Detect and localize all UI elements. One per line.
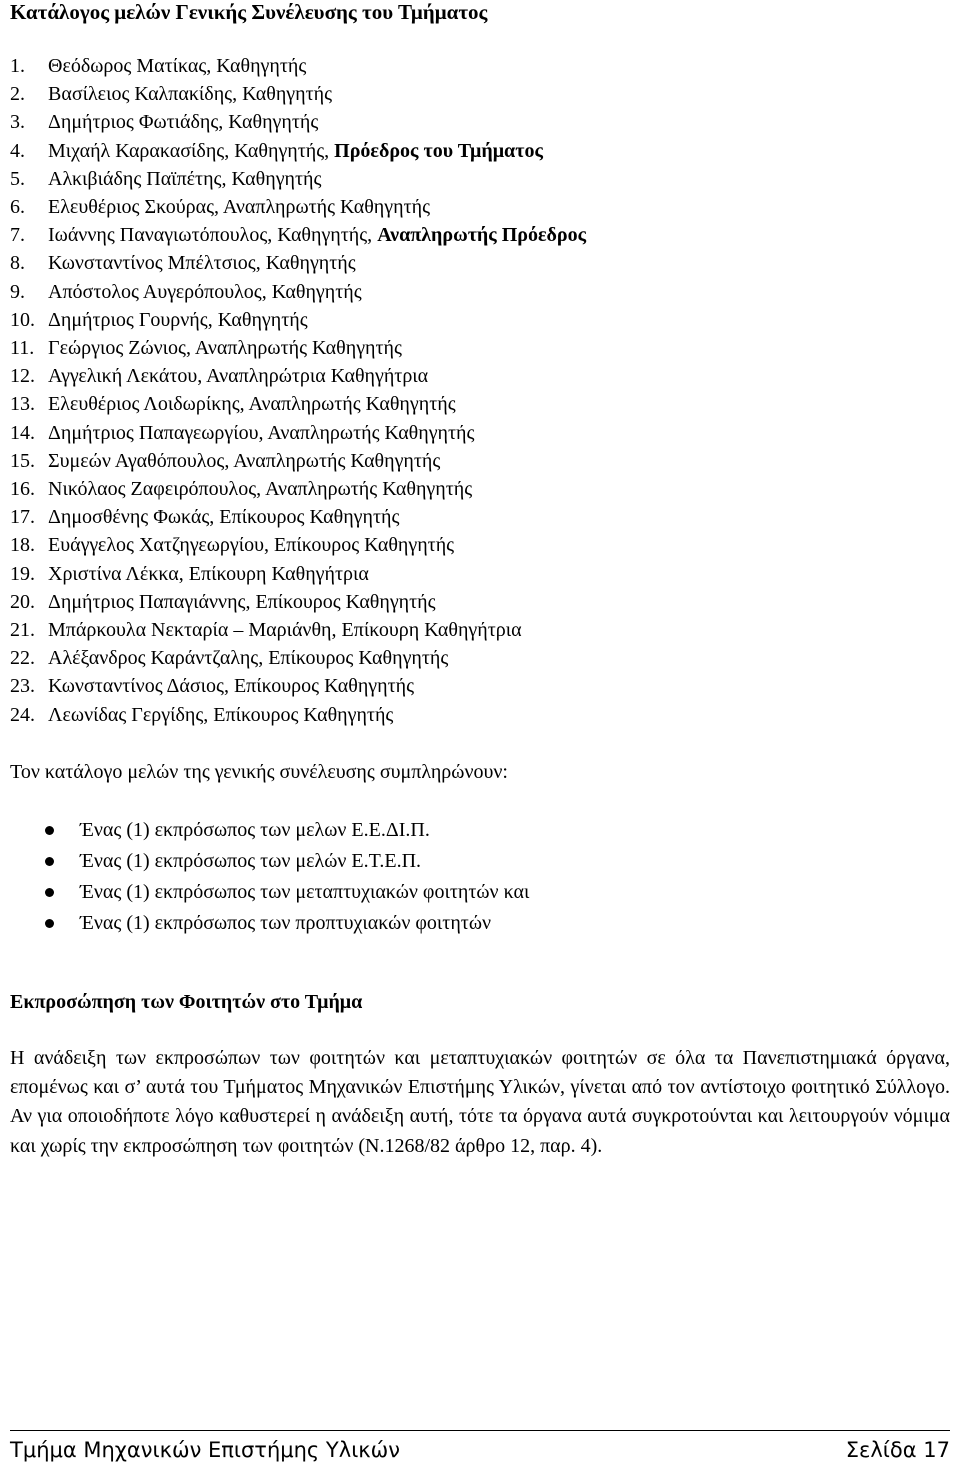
section-body: Η ανάδειξη των εκπροσώπων των φοιτητών και μεταπτυχιακών φοιτητών σε όλα τα Πανεπιστημιακά όργανα, επομένως και σ’ αυτά του Τμήματος Μηχανικών Επιστήμης Υλικών, γίνεται από τον αντίστοιχο φοιτητικό Σύλλογο. Αν για οποιοδήποτε λόγο καθυστερεί η ανάδειξη αυτή, τότε τα όργανα αυτά συγκροτούνται και λειτουργούν νόμιμα και χωρίς την εκπροσώπηση των φοιτητών (Ν.1268/82 άρθρο 12, παρ. 4). [10,1047,950,1157]
representative-text: Ένας (1) εκπρόσωπος των μεταπτυχιακών φοιτητών και [80,881,530,903]
member-number: 16. [10,478,35,501]
member-text: Συμεών Αγαθόπουλος, Αναπληρωτής Καθηγητής [48,449,441,472]
representative-item [10,908,529,939]
member-text: Νικόλαος Ζαφειρόπουλος, Αναπληρωτής Καθηγητής [48,478,473,501]
representative-item [10,846,529,877]
member-number: 13. [10,393,35,416]
intro-text: Τον κατάλογο μελών της γενικής συνέλευσης συμπληρώνουν: [10,761,508,783]
member-number: 15. [10,449,35,472]
member-role: Πρόεδρος του Τμήματος [334,139,543,162]
bullet-icon [45,826,54,835]
member-item [10,362,910,390]
member-text: Αλκιβιάδης Παϊπέτης, Καθηγητής [48,167,322,190]
member-text: Ευάγγελος Χατζηγεωργίου, Επίκουρος Καθηγητής [48,534,455,557]
member-text: Κωνσταντίνος Δάσιος, Επίκουρος Καθηγητής [48,675,415,698]
member-text: Δημήτριος Φωτιάδης, Καθηγητής [48,111,319,134]
member-number: 11. [10,337,35,360]
member-number: 10. [10,308,35,331]
member-item [10,419,910,447]
member-number: 24. [10,703,35,726]
member-item [10,644,910,672]
member-text: Ιωάννης Παναγιωτόπουλος, Καθηγητής, [48,224,378,247]
member-text: Ελευθέριος Λοιδωρίκης, Αναπληρωτής Καθηγητής [48,393,456,416]
footer-page-number: Σελίδα 17 [845,1438,950,1462]
member-item [10,531,910,559]
member-number: 8. [10,252,25,275]
member-item [10,616,910,644]
member-text: Αλέξανδρος Καράντζαλης, Επίκουρος Καθηγητής [48,647,449,670]
member-number: 7. [10,224,25,247]
member-item [10,334,910,362]
member-number: 6. [10,196,25,219]
member-item [10,249,910,277]
representatives-list [10,815,529,939]
member-text: Βασίλειος Καλπακίδης, Καθηγητής [48,83,333,106]
member-text: Ελευθέριος Σκούρας, Αναπληρωτής Καθηγητής [48,196,430,219]
member-item [10,588,910,616]
member-text: Δημήτριος Παπαγιάννης, Επίκουρος Καθηγητής [48,590,436,613]
member-text: Χριστίνα Λέκκα, Επίκουρη Καθηγήτρια [48,562,369,585]
member-number: 9. [10,280,25,303]
member-item [10,52,910,80]
representative-item [10,815,529,846]
member-number: 19. [10,562,35,585]
member-item [10,475,910,503]
member-item [10,306,910,334]
bullet-icon [45,857,54,866]
member-item [10,137,910,165]
members-list [10,52,910,729]
member-text: Μιχαήλ Καρακασίδης, Καθηγητής, [48,139,335,162]
member-text: Δημοσθένης Φωκάς, Επίκουρος Καθηγητής [48,506,400,529]
member-number: 18. [10,534,35,557]
member-number: 17. [10,506,35,529]
member-number: 2. [10,83,25,106]
member-item [10,278,910,306]
member-text: Απόστολος Αυγερόπουλος, Καθηγητής [48,280,362,303]
bullet-icon [45,888,54,897]
member-number: 12. [10,365,35,388]
bullet-icon [45,919,54,928]
representative-text: Ένας (1) εκπρόσωπος των μελων Ε.Ε.ΔΙ.Π. [80,819,430,841]
member-number: 4. [10,139,25,162]
member-item [10,672,910,700]
member-item [10,390,910,418]
member-number: 3. [10,111,25,134]
page-footer [10,1436,950,1464]
footer-divider [10,1430,950,1431]
member-role: Αναπληρωτής Πρόεδρος [377,224,587,247]
member-text: Μπάρκουλα Νεκταρία – Μαριάνθη, Επίκουρη Καθηγήτρια [48,619,522,642]
member-text: Γεώργιος Ζώνιος, Αναπληρωτής Καθηγητής [48,337,402,360]
member-number: 1. [10,55,25,77]
footer-department: Τμήμα Μηχανικών Επιστήμης Υλικών [10,1438,400,1462]
member-text: Δημήτριος Παπαγεωργίου, Αναπληρωτής Καθηγητής [48,421,475,444]
member-item [10,447,910,475]
member-item [10,701,910,729]
member-text: Δημήτριος Γουρνής, Καθηγητής [48,308,308,331]
member-item [10,221,910,249]
member-text: Κωνσταντίνος Μπέλτσιος, Καθηγητής [48,252,356,275]
member-item [10,193,910,221]
member-number: 14. [10,421,35,444]
member-number: 23. [10,675,35,698]
member-item [10,80,910,108]
page-title: Κατάλογος μελών Γενικής Συνέλευσης του Τμήματος [10,0,488,24]
member-text: Λεωνίδας Γεργίδης, Επίκουρος Καθηγητής [48,703,394,726]
member-item [10,560,910,588]
section-heading: Εκπροσώπηση των Φοιτητών στο Τμήμα [10,991,363,1013]
member-number: 5. [10,167,25,190]
member-item [10,108,910,136]
member-item [10,165,910,193]
member-item [10,503,910,531]
member-text: Αγγελική Λεκάτου, Αναπληρώτρια Καθηγήτρια [48,365,429,388]
member-number: 22. [10,647,35,670]
member-text: Θεόδωρος Ματίκας, Καθηγητής [48,55,307,77]
representative-text: Ένας (1) εκπρόσωπος των μελών Ε.Τ.Ε.Π. [80,850,422,872]
representative-item [10,877,529,908]
member-number: 20. [10,590,35,613]
representative-text: Ένας (1) εκπρόσωπος των προπτυχιακών φοιτητών [80,912,492,934]
member-number: 21. [10,619,35,642]
